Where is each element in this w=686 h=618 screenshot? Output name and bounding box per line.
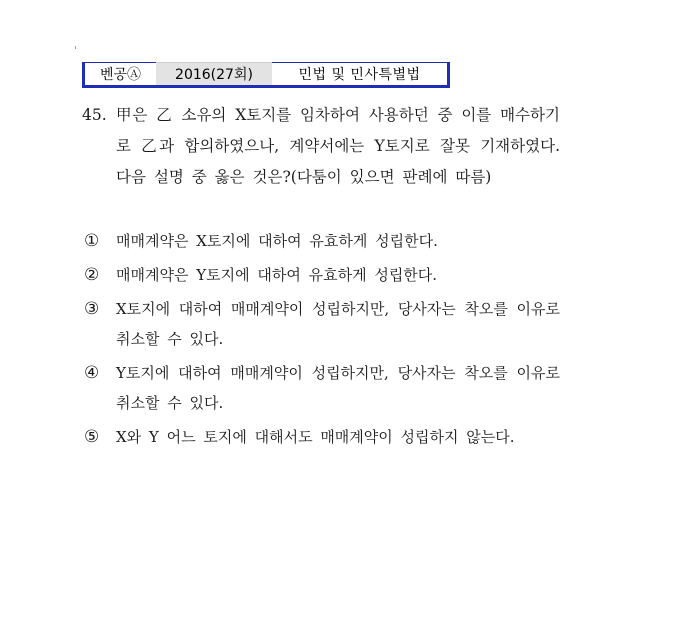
question-row	[82, 100, 560, 193]
exam-header	[82, 62, 450, 88]
question-number: 45.	[82, 106, 107, 124]
scan-mark	[75, 46, 76, 49]
answer-options	[82, 226, 560, 456]
exam-type-badge: 벤공Ⓐ	[82, 62, 156, 88]
option-4[interactable]	[82, 358, 560, 418]
option-3[interactable]	[82, 294, 560, 354]
question-block	[82, 100, 560, 193]
option-2-marker: ②	[84, 265, 100, 285]
question-stem: 甲은 乙 소유의 X토지를 임차하여 사용하던 중 이를 매수하기로 乙과 합의하였으나, 계약서에는 Y토지로 잘못 기재하였다. 다음 설명 중 옳은 것은?(다툼이 있으면 판례에 따름)	[116, 106, 560, 186]
option-5[interactable]	[82, 422, 560, 452]
subject-title: 민법 및 민사특별법	[272, 62, 450, 88]
option-1[interactable]	[82, 226, 560, 256]
option-2[interactable]	[82, 260, 560, 290]
option-5-text: X와 Y 어느 토지에 대해서도 매매계약이 성립하지 않는다.	[116, 428, 515, 446]
option-4-text: Y토지에 대하여 매매계약이 성립하지만, 당사자는 착오를 이유로 취소할 수 있다.	[116, 364, 560, 412]
option-4-marker: ④	[84, 363, 100, 383]
option-1-text: 매매계약은 X토지에 대하여 유효하게 성립한다.	[116, 232, 438, 250]
option-3-marker: ③	[84, 299, 100, 319]
option-1-marker: ①	[84, 231, 100, 251]
option-3-text: X토지에 대하여 매매계약이 성립하지만, 당사자는 착오를 이유로 취소할 수 있다.	[116, 300, 560, 348]
exam-year-label: 2016(27회)	[156, 62, 272, 88]
option-2-text: 매매계약은 Y토지에 대하여 유효하게 성립한다.	[116, 266, 438, 284]
option-5-marker: ⑤	[84, 427, 100, 447]
